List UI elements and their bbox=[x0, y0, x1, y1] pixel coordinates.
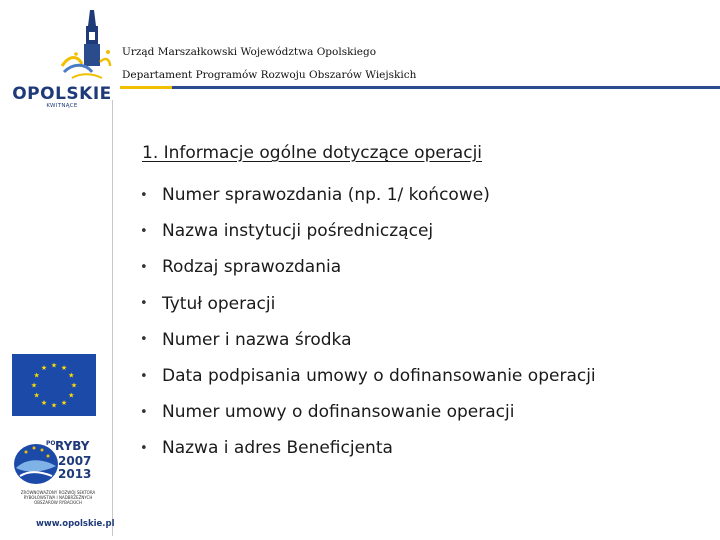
po-ryby-title: RYBY bbox=[55, 439, 90, 453]
eu-star-icon: ★ bbox=[30, 381, 38, 390]
list-item-text: Data podpisania umowy o dofinansowanie operacji bbox=[162, 366, 596, 387]
sidebar-divider bbox=[112, 100, 113, 536]
list-item bbox=[140, 177, 596, 213]
office-name: Urząd Marszałkowski Województwa Opolskiego bbox=[122, 46, 377, 58]
list-item bbox=[140, 213, 596, 249]
logo-brand-text: OPOLSKIE bbox=[12, 84, 112, 104]
po-ryby-caption: ZRÓWNOWAŻONY ROZWÓJ SEKTORA RYBOŁÓWSTWA I NADBRZEŻNYCH OBSZARÓW RYBACKICH bbox=[20, 490, 96, 505]
list-item bbox=[140, 358, 596, 394]
eu-star-icon: ★ bbox=[68, 391, 75, 400]
info-list bbox=[140, 177, 596, 467]
tower-crest-icon bbox=[12, 6, 112, 86]
list-item bbox=[140, 286, 596, 322]
header-divider-accent bbox=[120, 86, 172, 89]
list-item-text: Numer sprawozdania (np. 1/ końcowe) bbox=[162, 185, 490, 206]
list-item-text: Nazwa i adres Beneficjenta bbox=[162, 438, 393, 459]
bullet-icon: • bbox=[140, 187, 148, 203]
opolskie-logo bbox=[12, 6, 112, 114]
list-item-text: Nazwa instytucji pośredniczącej bbox=[162, 221, 434, 242]
bullet-icon: • bbox=[140, 259, 148, 275]
list-item-text: Numer i nazwa środka bbox=[162, 329, 352, 350]
eu-star-icon: ★ bbox=[50, 361, 58, 370]
eu-star-icon: ★ bbox=[70, 381, 78, 390]
eu-flag bbox=[12, 354, 96, 416]
po-ryby-logo bbox=[12, 436, 98, 508]
eu-star-icon: ★ bbox=[60, 364, 68, 373]
list-item bbox=[140, 394, 596, 430]
eu-star-icon: ★ bbox=[40, 364, 48, 373]
list-item bbox=[140, 430, 596, 466]
bullet-icon: • bbox=[140, 223, 148, 239]
eu-star-icon: ★ bbox=[33, 391, 40, 400]
list-item-text: Rodzaj sprawozdania bbox=[162, 257, 342, 278]
po-ryby-prefix: PO bbox=[46, 440, 56, 447]
eu-star-icon: ★ bbox=[33, 371, 40, 380]
list-item bbox=[140, 322, 596, 358]
bullet-icon: • bbox=[140, 368, 148, 384]
list-item-text: Numer umowy o dofinansowanie operacji bbox=[162, 402, 515, 423]
header-divider bbox=[120, 86, 720, 89]
website-link[interactable]: www.opolskie.pl bbox=[36, 519, 115, 529]
list-item bbox=[140, 249, 596, 285]
section-heading: 1. Informacje ogólne dotyczące operacji bbox=[142, 143, 483, 163]
bullet-icon: • bbox=[140, 440, 148, 456]
bullet-icon: • bbox=[140, 296, 148, 312]
bullet-icon: • bbox=[140, 332, 148, 348]
eu-flag-icon bbox=[12, 354, 96, 416]
department-name: Departament Programów Rozwoju Obszarów Wiejskich bbox=[122, 69, 417, 81]
po-ryby-year-end: 2013 bbox=[58, 467, 92, 481]
list-item-text: Tytuł operacji bbox=[162, 293, 276, 314]
bullet-icon: • bbox=[140, 404, 148, 420]
eu-star-icon: ★ bbox=[68, 371, 75, 380]
po-ryby-year-start: 2007 bbox=[58, 454, 92, 468]
eu-star-icon: ★ bbox=[60, 398, 68, 407]
logo-tagline: KWITNĄCE bbox=[46, 103, 78, 109]
eu-star-icon: ★ bbox=[50, 401, 58, 410]
eu-star-icon: ★ bbox=[40, 398, 48, 407]
